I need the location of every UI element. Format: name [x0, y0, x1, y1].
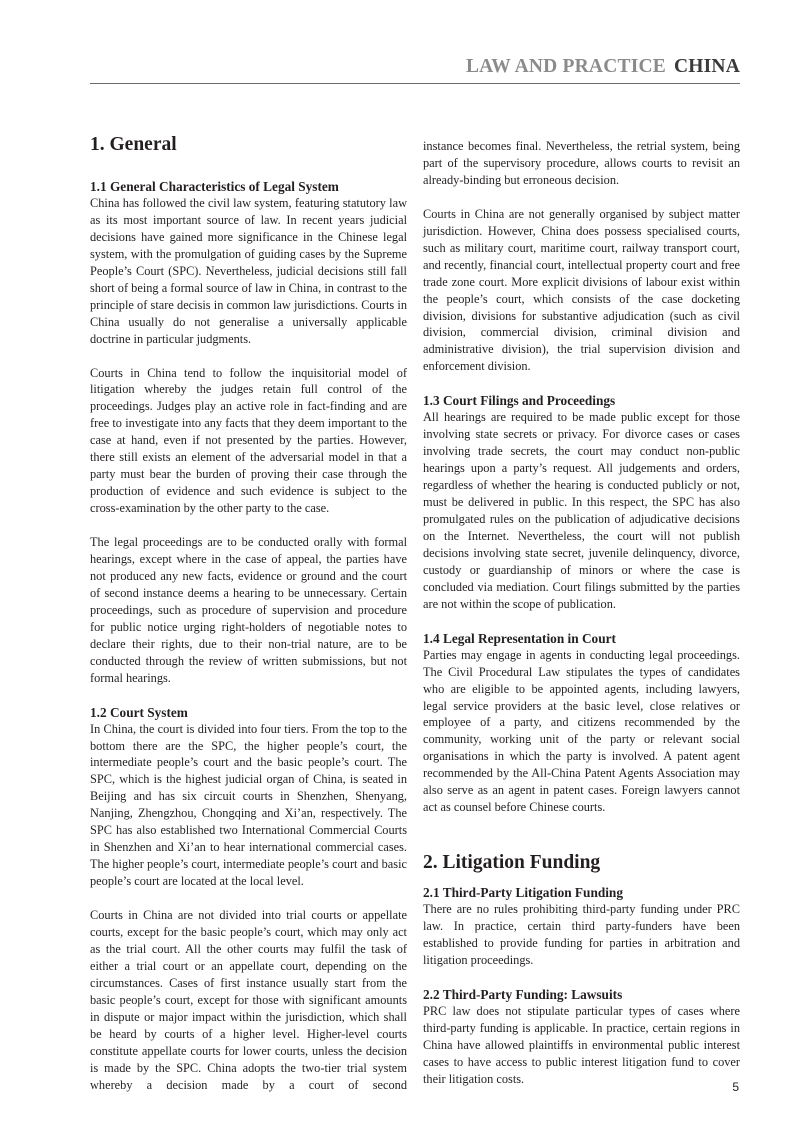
- header-jurisdiction: CHINA: [673, 56, 740, 77]
- paragraph: The legal proceedings are to be conducted orally with formal hearings, except where in the case of appeal, the parties have not produced any new facts, evidence or ground and the court of second instance deems a hearing to be unnecessary. Certain proceedings, such as procedure of supervision and procedure for public notice urging right-holders of negotiable notes to declare their rights, due to their non-trial nature, are to be conducted through the review of written submissions, but not formal hearings.: [90, 535, 407, 685]
- header-section-title: LAW AND PRACTICE: [465, 56, 666, 77]
- paragraph: All hearings are required to be made public except for those involving state secrets or privacy. For divorce cases or cases involving trade secrets, the court may conduct non-public hearings upon a party’s request. All judgements and orders, regardless of whether the hearing is conducted publicly or not, must be delivered in public. In this respect, the SPC has also promulgated rules on the publication of adjudicative decisions on the Internet. Nevertheless, the court will not publish decisions involving state secret, juvenile delinquency, divorce, custody or guardianship of minors or where the case is concluded via mediation. Court filings submitted by the parties are not within the scope of publication.: [423, 410, 740, 611]
- subsection-2-1-heading: 2.1 Third-Party Litigation Funding: [423, 885, 623, 901]
- spacer: [423, 833, 740, 850]
- header-rule: [90, 83, 740, 84]
- paragraph: Courts in China tend to follow the inquisitorial model of litigation whereby the judges retain full control of the proceedings. Judges play an active role in fact-finding and are free to investigate into any facts that they deem important to the case at hand, even if not presented by the parties. However, there still exists an element of the adversarial model in that a party must bear the burden of proving their case through the production of evidence and such evidence is subject to the cross-examination by the other party to the case.: [90, 365, 407, 516]
- section-2-title: 2. Litigation Funding: [423, 852, 601, 874]
- left-column: [90, 132, 407, 1110]
- subsection-1-2-heading: 1.2 Court System: [90, 704, 188, 720]
- paragraph: China has followed the civil law system, featuring statutory law as its most important source of law. In recent years judicial decisions have gained more significance in the Chinese legal system, with the promulgation of guiding cases by the Supreme People’s Court (SPC). Nevertheless, judicial decisions still fall short of being a formal source of law in China, in contrast to the principle of stare decisis in common law jurisdictions. Courts in China usually do not generalise a universally applicable doctrine in particular judgments.: [90, 196, 407, 346]
- subsection-1-1-heading: 1.1 General Characteristics of Legal System: [90, 179, 339, 194]
- paragraph: Parties may engage in agents in conducting legal proceedings. The Civil Procedural Law stipulates the types of candidates who are eligible to be appointed agents, including lawyers, legal service providers at the basic level, close relatives or employee of a party, and citizens recommended by the community, working unit of the party or relevant social organisations in which the party is involved. A patent agent recommended by the All-China Patent Agents Association may also serve as an agent in patent cases. Foreign lawyers cannot act as counsel before Chinese courts.: [423, 647, 740, 815]
- section-1-title: 1. General: [90, 134, 177, 155]
- paragraph-continuation: instance becomes final. Nevertheless, the retrial system, being part of the supervisory procedure, allows courts to revisit an already-binding but erroneous decision.: [423, 139, 740, 187]
- page-number: 5: [732, 1080, 739, 1094]
- paragraph: PRC law does not stipulate particular types of cases where third-party funding is applicable. In practice, certain regions in China have allowed plaintiffs in environmental public interest cases to have access to public interest litigation fund to cover their litigation costs.: [423, 1003, 740, 1086]
- paragraph: Courts in China are not generally organised by subject matter jurisdiction. However, China does possess specialised courts, such as military court, maritime court, railway transport court, and recently, financial court, intellectual property court and free trade zone court. More explicit divisions of labour exist within the people’s court, which consists of the case docketing division, divisions for substantive adjudication (such as civil division, commercial division, criminal division and administrative division), the trial supervision division and enforcement division.: [423, 206, 740, 374]
- paragraph: In China, the court is divided into four tiers. From the top to the bottom there are the SPC, the higher people’s court, the intermediate people’s court and the basic people’s court. The SPC, which is the highest judicial organ of China, is seated in Beijing and has six circuit courts in Shenzhen, Shenyang, Nanjing, Zhengzhou, Chongqing and Xi’an, respectively. The SPC has also established two International Commercial Courts in Shenzhen and Xi’an to hear international commercial cases. The higher people’s court, intermediate people’s court and basic people’s court are located at the local level.: [90, 721, 407, 889]
- right-column: [423, 138, 740, 1105]
- subsection-1-4-heading: 1.4 Legal Representation in Court: [423, 630, 616, 646]
- paragraph: There are no rules prohibiting third-party funding under PRC law. In practice, certain third party-funders have been established to provide funding for parties in arbitration and litigation proceedings.: [423, 902, 740, 968]
- subsection-2-2-heading: 2.2 Third-Party Funding: Lawsuits: [423, 986, 623, 1002]
- running-header: [90, 56, 740, 78]
- paragraph-continued: Courts in China are not divided into trial courts or appellate courts, except for the basic people’s court, which may only act as the trial court. All the other courts may fulfil the task of either a trial court or an appellate court, depending on the circumstances. Cases of first instance usually start from the basic people’s court, except for those with significant amounts in dispute or major impact within the jurisdiction, which shall be heard by courts of a higher level. Higher-level courts constitute appellate courts for lower courts, unless the decision is made by the SPC. China adopts the two-tier trial system whereby a decision made by a court of second: [90, 908, 407, 1092]
- subsection-1-3-heading: 1.3 Court Filings and Proceedings: [423, 393, 616, 409]
